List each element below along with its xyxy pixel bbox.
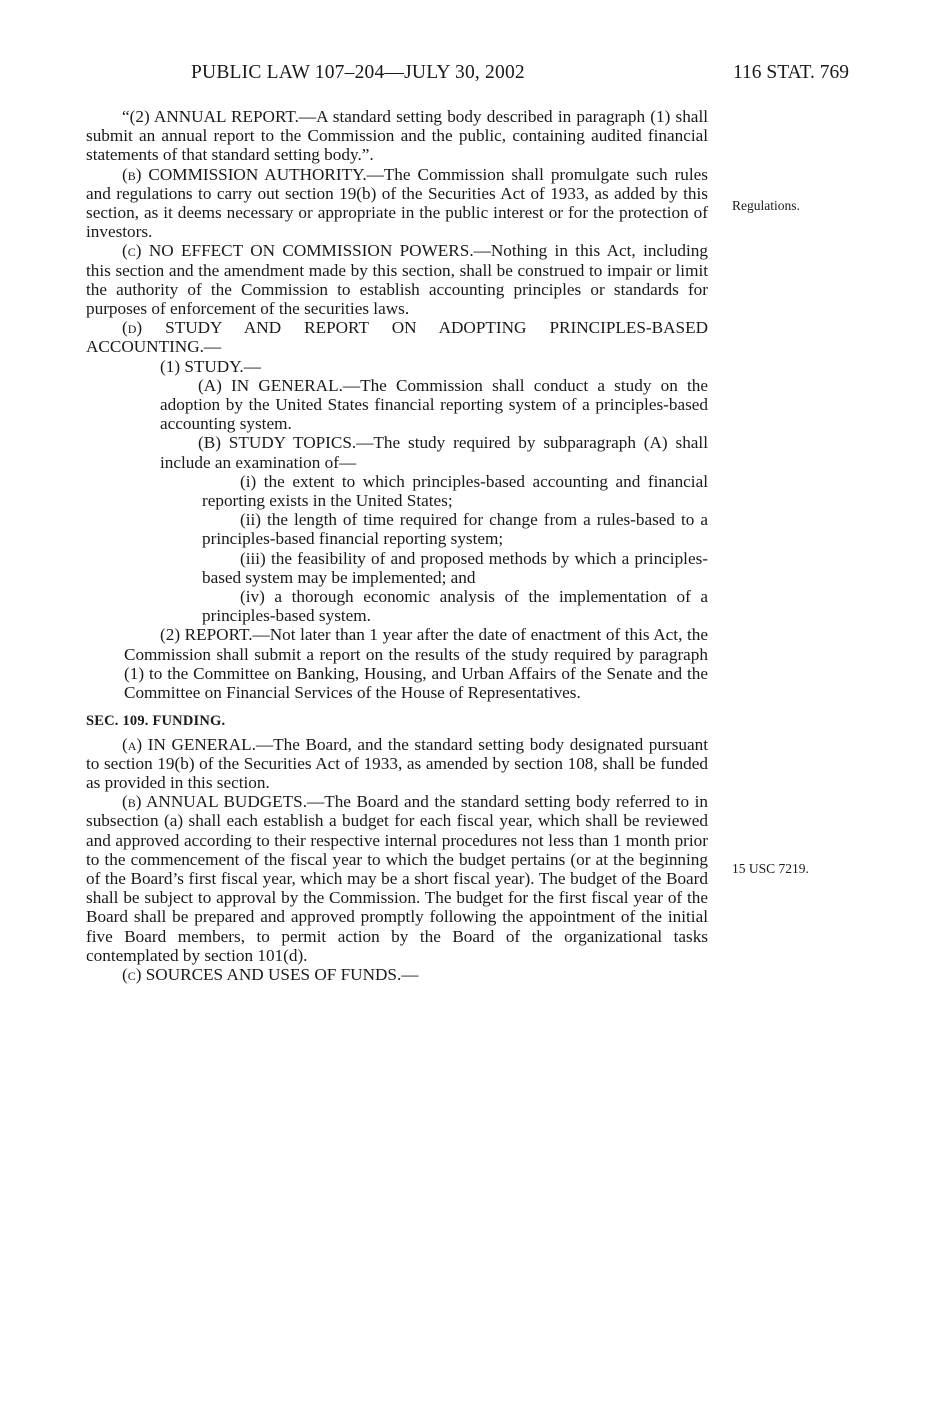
margin-note-regulations: Regulations. <box>732 198 800 213</box>
section-heading: SEC. 109. FUNDING. <box>86 713 226 730</box>
text-report: —Not later than 1 year after the date of enactment of this Act, the Commission shall submit a report on the results of the study required by paragraph (1) to the Committee on Banking, Housing, and Urban Affairs of the Senate and the Committee on Financial Services of the House of Representatives. <box>124 625 708 703</box>
heading-funding-c: (c) SOURCES AND USES OF FUNDS. <box>122 964 402 984</box>
paragraph-c <box>86 241 708 318</box>
paragraph-iv: (iv) a thorough economic analysis of the implementation of a principles-based system. <box>202 587 708 626</box>
text-funding-c: — <box>401 964 419 984</box>
text-d: — <box>203 337 222 357</box>
paragraph-funding-b <box>86 792 708 965</box>
text-b: —The Commission shall promulgate such rules and regulations to carry out section 19(b) of the Securities Act of 1933, as added by this section, as it deems necessary or appropriate in the public interest or for the protection of investors. <box>86 164 708 242</box>
paragraph-b <box>86 165 708 242</box>
heading-c: (c) NO EFFECT ON COMMISSION POWERS. <box>122 241 474 261</box>
heading-study: (1) STUDY. <box>160 356 244 376</box>
text-A: —The Commission shall conduct a study on the adoption by the United States financial reporting system of a principles-based accounting system. <box>160 375 708 434</box>
heading-funding-a: (a) IN GENERAL. <box>122 734 256 754</box>
text-funding-b: —The Board and the standard setting body referred to in subsection (a) shall each establish a budget for each fiscal year, which shall be reviewed and approved according to their respective internal procedures not less than 1 month prior to the commencement of the fiscal year to which the budget pertains (or at the beginning of the Board’s first fiscal year, which may be a short fiscal year). The budget of the Board shall be subject to approval by the Commission. The budget for the first fiscal year of the Board shall be prepared and approved promptly following the appointment of the initial five Board members, to permit action by the Board of the organizational tasks contemplated by section 101(d). <box>86 792 708 965</box>
header-title: PUBLIC LAW 107–204—JULY 30, 2002 <box>191 62 525 83</box>
paragraph-i: (i) the extent to which principles-based accounting and financial reporting exists in the United States; <box>202 471 708 511</box>
heading-b: (b) COMMISSION AUTHORITY. <box>122 164 367 184</box>
paragraph-funding-a <box>86 735 708 793</box>
heading-report: (2) REPORT. <box>160 625 253 645</box>
heading-A: (A) IN GENERAL. <box>198 375 343 395</box>
paragraph-iii: (iii) the feasibility of and proposed methods by which a principles-based system may be implemented; and <box>202 548 708 587</box>
paragraph-ii: (ii) the length of time required for change from a rules-based to a principles-based financial reporting system; <box>202 510 708 549</box>
heading-B: (B) STUDY TOPICS. <box>198 433 357 453</box>
paragraph-annual-report <box>86 107 708 165</box>
document-body <box>86 107 708 984</box>
paragraph-A <box>86 376 708 434</box>
header-page-number: 116 STAT. 769 <box>733 62 849 83</box>
paragraph-B <box>86 433 708 471</box>
text-annual-report: —A standard setting body described in paragraph (1) shall submit an annual report to the Commission and the public, containing audited financial statements of that standard setting body.”. <box>86 107 708 165</box>
text-funding-a: —The Board, and the standard setting body designated pursuant to section 19(b) of the Securities Act of 1933, as amended by section 108, shall be funded as provided in this section. <box>86 734 708 792</box>
margin-note-usc: 15 USC 7219. <box>732 861 809 876</box>
paragraph-d <box>86 318 708 356</box>
heading-annual-report: “(2) ANNUAL REPORT. <box>122 107 299 126</box>
paragraph-funding-c <box>86 965 708 984</box>
heading-d: (d) STUDY AND REPORT ON ADOPTING PRINCIPLES-BASED ACCOUNTING. <box>86 318 708 357</box>
text-study: — <box>243 356 261 376</box>
running-header <box>86 62 849 88</box>
text-B: —The study required by subparagraph (A) shall include an examination of— <box>160 433 708 472</box>
heading-funding-b: (b) ANNUAL BUDGETS. <box>122 792 308 812</box>
paragraph-report <box>86 625 708 702</box>
paragraph-study <box>86 357 708 376</box>
text-c: —Nothing in this Act, including this section and the amendment made by this section, shall be construed to impair or limit the authority of the Commission to establish accounting principles or standards for purposes of enforcement of the securities laws. <box>86 241 708 319</box>
